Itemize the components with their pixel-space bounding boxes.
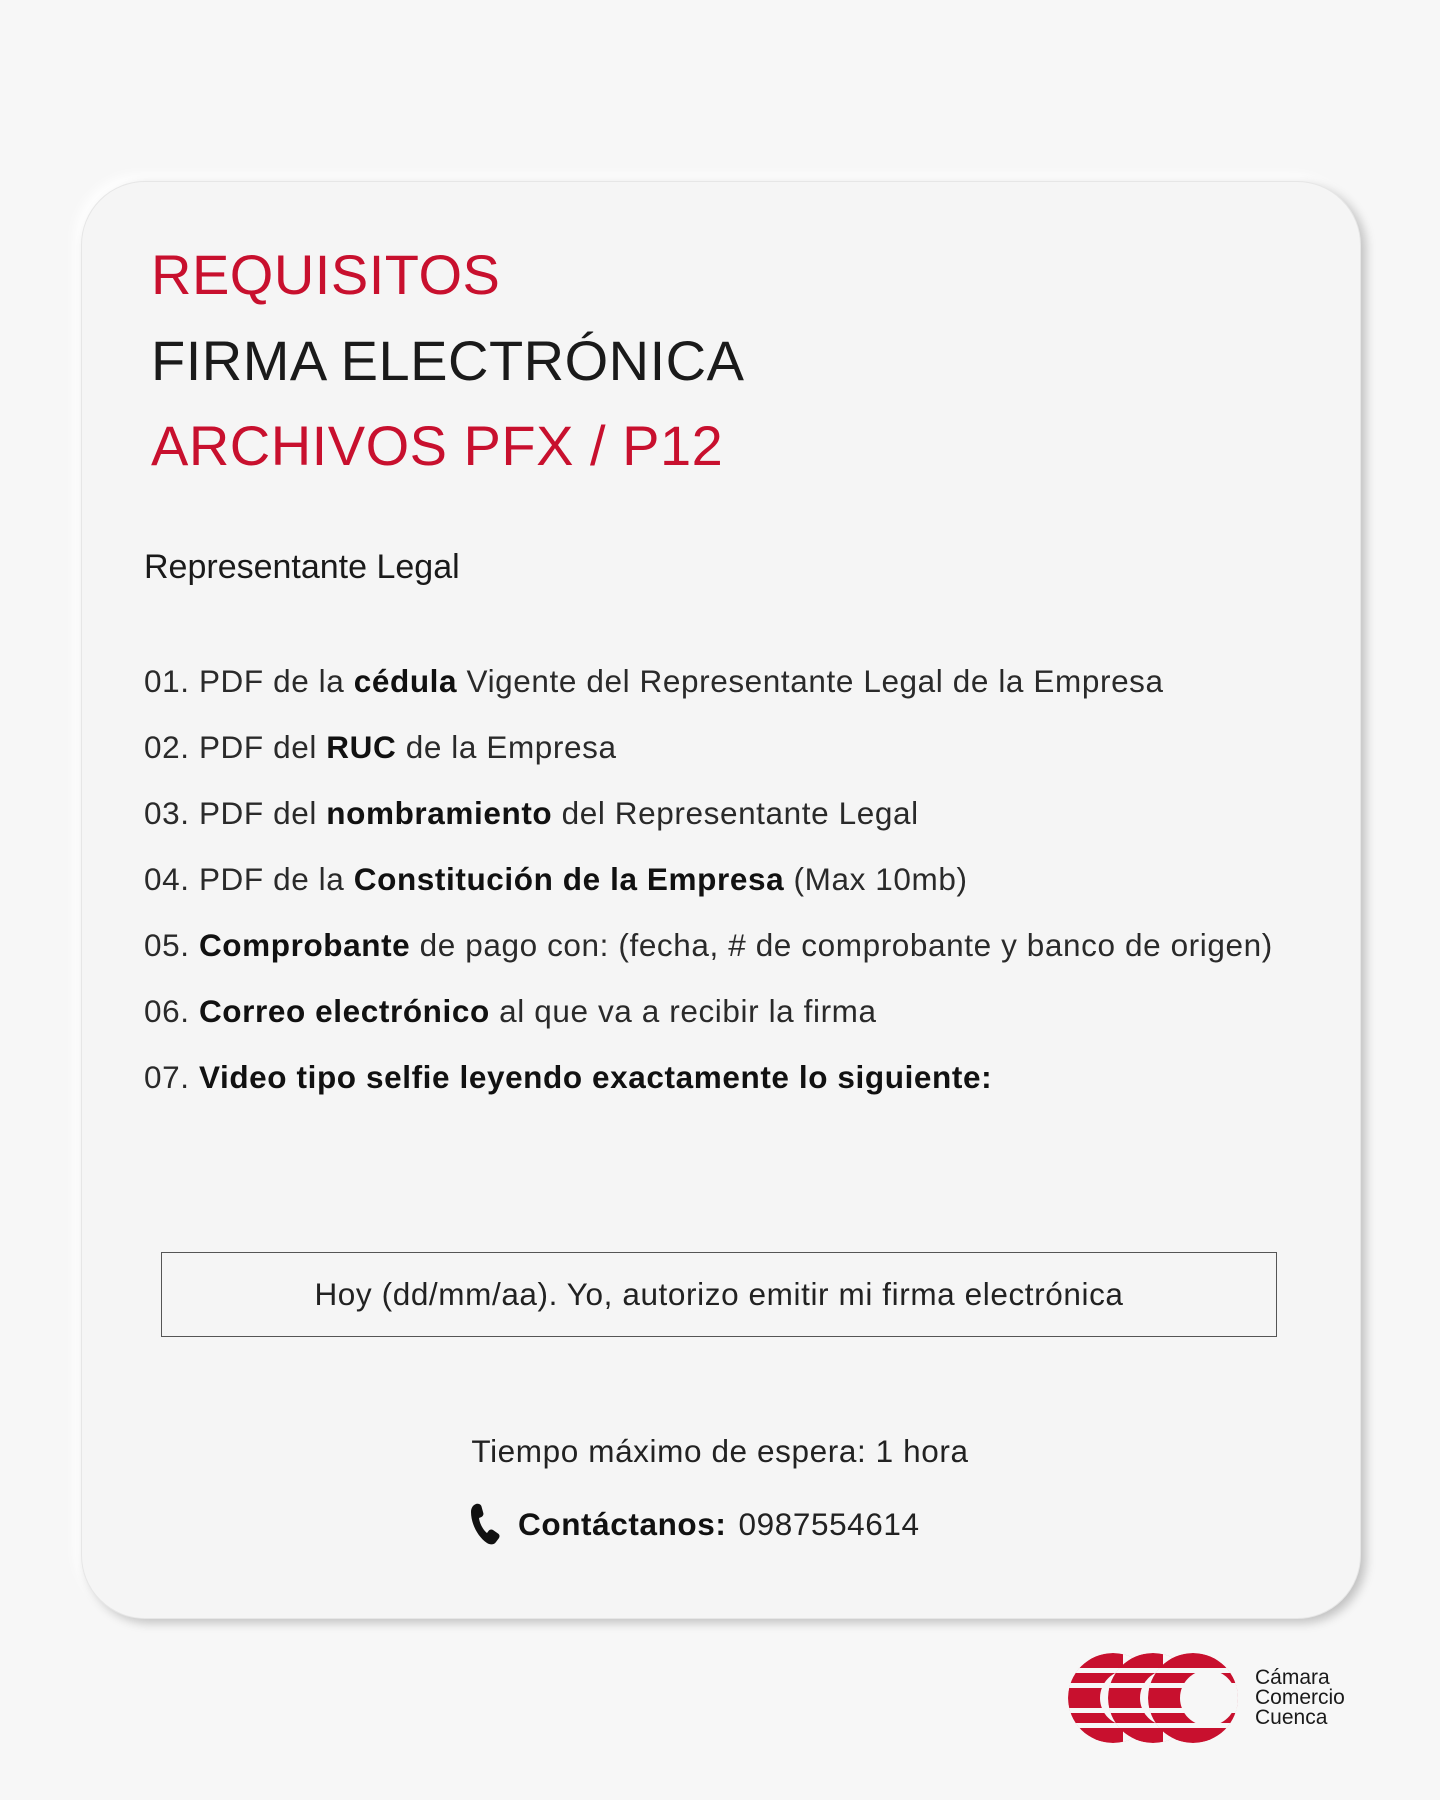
contact-phone[interactable]: 0987554614 xyxy=(738,1505,920,1542)
logo-text xyxy=(1255,1668,1345,1728)
item-text: (Max 10mb) xyxy=(784,861,968,897)
authorization-quote-box xyxy=(161,1252,1277,1337)
logo-line-cuenca: Cuenca xyxy=(1255,1706,1328,1729)
item-text xyxy=(190,1059,199,1095)
item-keyword: Constitución de la Empresa xyxy=(353,861,785,897)
list-item xyxy=(144,714,1284,780)
item-text: Vigente del Representante Legal de la Empresa xyxy=(457,663,1164,699)
list-item xyxy=(144,912,1284,978)
list-item xyxy=(144,978,1284,1044)
item-keyword: Comprobante xyxy=(198,927,411,963)
wait-time-text: Tiempo máximo de espera: 1 hora xyxy=(471,1433,969,1469)
title-archivos: ARCHIVOS PFX / P12 xyxy=(151,414,724,477)
item-text: PDF de la xyxy=(189,663,354,699)
item-keyword: nombramiento xyxy=(326,795,553,831)
item-number: 02. xyxy=(144,729,190,765)
logo-line-camara: Cámara xyxy=(1255,1666,1330,1689)
item-text: PDF del xyxy=(189,729,327,765)
list-item xyxy=(144,648,1284,714)
title-requisitos: REQUISITOS xyxy=(151,243,501,306)
item-text: PDF del xyxy=(189,795,327,831)
item-keyword: Video tipo selfie leyendo exactamente lo siguiente: xyxy=(198,1059,993,1095)
item-keyword: cédula xyxy=(353,663,458,699)
item-number: 07. xyxy=(144,1059,190,1095)
camara-comercio-logo-icon xyxy=(1068,1648,1268,1748)
item-text xyxy=(190,993,199,1029)
camara-comercio-logo xyxy=(1068,1648,1368,1748)
item-number: 05. xyxy=(144,927,190,963)
item-keyword: Correo electrónico xyxy=(198,993,490,1029)
list-item xyxy=(144,1044,1284,1110)
requirements-list xyxy=(144,648,1284,1110)
item-number: 06. xyxy=(144,993,190,1029)
logo-line-comercio: Comercio xyxy=(1255,1686,1345,1709)
item-text: de la Empresa xyxy=(396,729,617,765)
list-item xyxy=(144,780,1284,846)
item-text: al que va a recibir la firma xyxy=(489,993,877,1029)
item-text: PDF de la xyxy=(189,861,354,897)
list-item xyxy=(144,846,1284,912)
title-firma-electronica: FIRMA ELECTRÓNICA xyxy=(151,329,745,392)
contact-line[interactable] xyxy=(470,1502,920,1546)
item-keyword: RUC xyxy=(326,729,397,765)
item-number: 01. xyxy=(144,663,190,699)
item-text: de pago con: (fecha, # de comprobante y banco de origen) xyxy=(410,927,1273,963)
contact-label: Contáctanos: xyxy=(518,1505,727,1542)
phone-icon xyxy=(470,1502,502,1546)
item-number: 04. xyxy=(144,861,190,897)
item-number: 03. xyxy=(144,795,190,831)
item-text: del Representante Legal xyxy=(552,795,919,831)
section-title: Representante Legal xyxy=(144,548,460,586)
item-text xyxy=(190,927,199,963)
authorization-quote-text: Hoy (dd/mm/aa). Yo, autorizo emitir mi firma electrónica xyxy=(314,1276,1124,1312)
